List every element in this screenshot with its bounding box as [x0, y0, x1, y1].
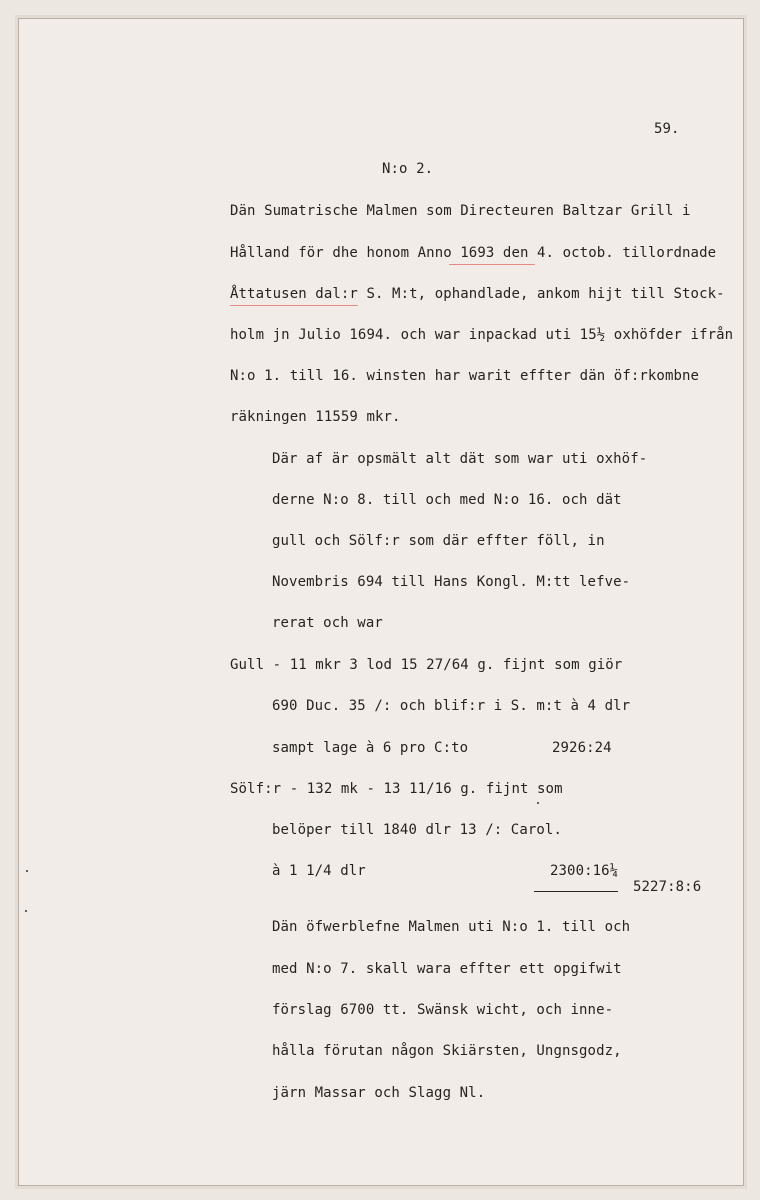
margin-speck: [26, 870, 28, 872]
text-line: sampt lage à 6 pro C:to: [272, 740, 469, 756]
text-line: Sölf:r - 132 mk - 13 11/16 g. fijnt som: [230, 781, 563, 797]
text-line: derne N:o 8. till och med N:o 16. och dät: [272, 492, 622, 508]
text-line: Gull - 11 mkr 3 lod 15 27/64 g. fijnt som giör: [230, 657, 623, 673]
text-line: rerat och war: [272, 615, 383, 631]
text-line: hålla förutan någon Skiärsten, Ungnsgodz,: [272, 1043, 622, 1059]
text-line: à 1 1/4 dlr: [272, 863, 366, 879]
text-line: med N:o 7. skall wara effter ett opgifwit: [272, 961, 622, 977]
text-line: Åttatusen dal:r S. M:t, ophandlade, ankom hijt till Stock-: [230, 286, 725, 302]
section-heading: N:o 2.: [382, 161, 434, 177]
sum-rule: [534, 891, 618, 892]
margin-speck: [25, 910, 27, 912]
text-line: Hålland för dhe honom Anno 1693 den 4. octob. tillordnade: [230, 245, 717, 261]
total-amount: 5227:8:6: [633, 879, 702, 895]
text-line: gull och Sölf:r som där effter föll, in: [272, 533, 605, 549]
text-line: belöper till 1840 dlr 13 /: Carol.: [272, 822, 562, 838]
text-line: holm jn Julio 1694. och war inpackad uti 15½ oxhöfder ifrån: [230, 327, 734, 343]
red-underline: [449, 264, 535, 265]
text-line: Dän Sumatrische Malmen som Directeuren Baltzar Grill i: [230, 203, 691, 219]
red-underline: [230, 305, 358, 306]
text-line: räkningen 11559 mkr.: [230, 409, 401, 425]
text-line: Dän öfwerblefne Malmen uti N:o 1. till och: [272, 919, 631, 935]
text-line: järn Massar och Slagg Nl.: [272, 1085, 486, 1101]
gull-amount: 2926:24: [552, 740, 612, 756]
text-line: Novembris 694 till Hans Kongl. M:tt lefve-: [272, 574, 631, 590]
page-number: 59.: [654, 121, 680, 137]
ink-dot: [537, 802, 539, 804]
text-line: N:o 1. till 16. winsten har warit effter dän öf:rkombne: [230, 368, 700, 384]
solf-amount: 2300:16¼: [550, 863, 619, 879]
text-line: 690 Duc. 35 /: och blif:r i S. m:t à 4 dlr: [272, 698, 631, 714]
text-line: förslag 6700 tt. Swänsk wicht, och inne-: [272, 1002, 614, 1018]
text-line: Där af är opsmält alt dät som war uti oxhöf-: [272, 451, 648, 467]
